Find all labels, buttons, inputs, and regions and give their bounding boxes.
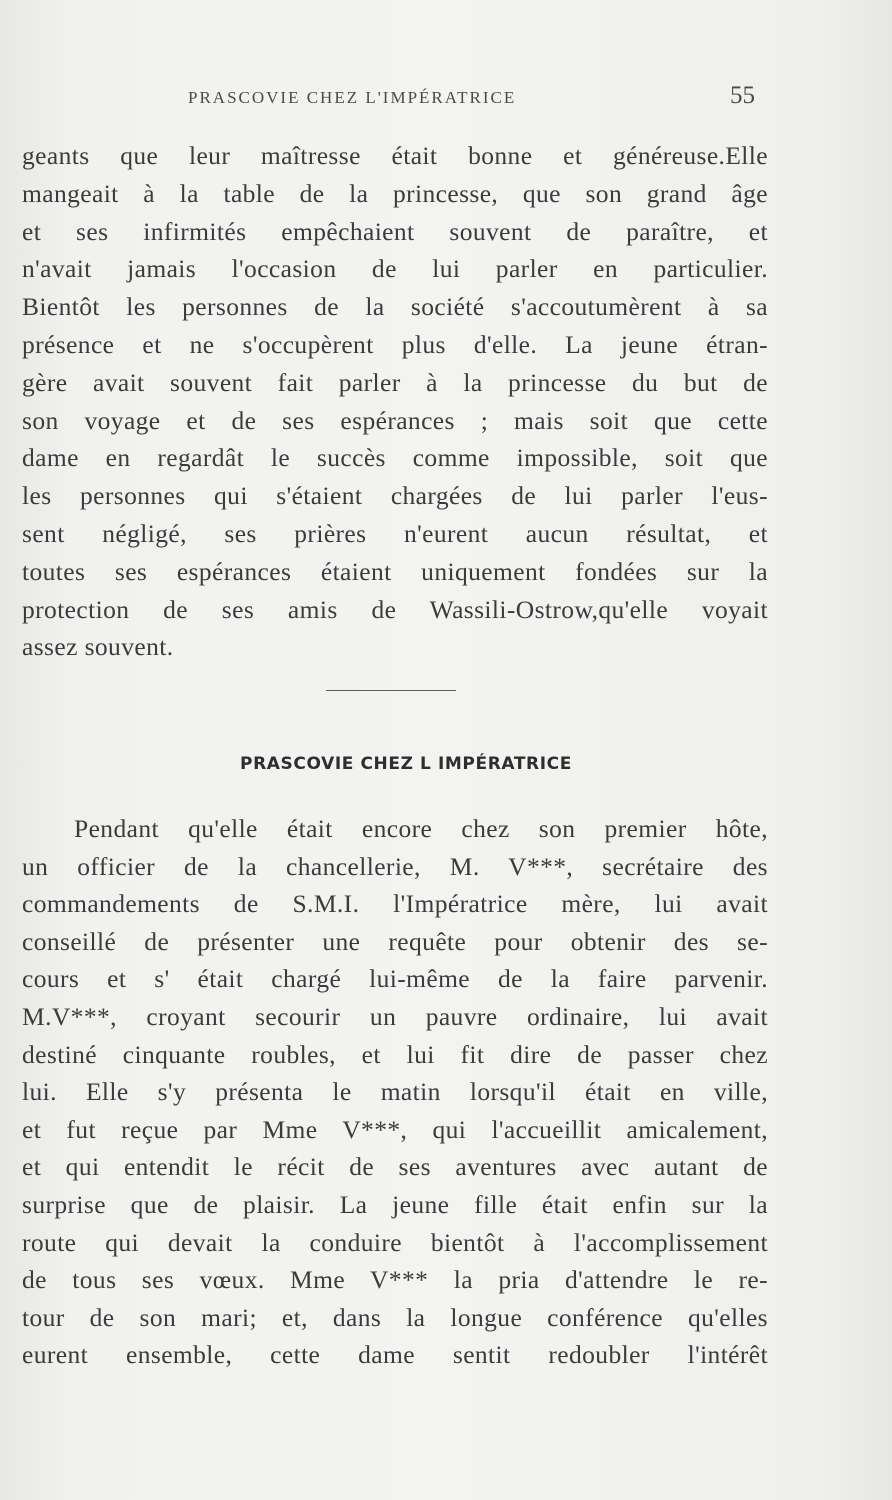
text-line: assez souvent. xyxy=(22,632,174,662)
text-line: surprise que de plaisir. La jeune fille était enfin sur la xyxy=(22,1189,768,1219)
text-line: geants que leur maîtresse était bonne et généreuse.Elle xyxy=(22,141,768,170)
text-line: sent négligé, ses prières n'eurent aucun résultat, et xyxy=(22,518,768,548)
text-line: M.V***, croyant secourir un pauvre ordinaire, lui avait xyxy=(22,1001,768,1031)
text-line: conseillé de présenter une requête pour obtenir des se- xyxy=(22,926,768,956)
text-line: toutes ses espérances étaient uniquement fondées sur la xyxy=(22,556,768,586)
text-line: un officier de la chancellerie, M. V***, secrétaire des xyxy=(22,851,768,881)
text-line: Pendant qu'elle était encore chez son premier hôte, xyxy=(74,814,768,843)
running-header xyxy=(0,82,892,118)
text-line: destiné cinquante roubles, et lui fit dire de passer chez xyxy=(22,1039,768,1069)
text-line: commandements de S.M.I. l'Impératrice mère, lui avait xyxy=(22,889,768,919)
text-line: son voyage et de ses espérances ; mais soit que cette xyxy=(22,405,768,435)
text-line: protection de ses amis de Wassili-Ostrow,qu'elle voyait xyxy=(22,594,768,624)
text-line: route qui devait la conduire bientôt à l'accomplissement xyxy=(22,1227,768,1257)
section-title: PRASCOVIE CHEZ L IMPÉRATRICE xyxy=(240,754,572,774)
text-line: cours et s' était chargé lui-même de la faire parvenir. xyxy=(22,964,768,994)
text-line: et fut reçue par Mme V***, qui l'accueillit amicalement, xyxy=(22,1114,768,1144)
text-line: les personnes qui s'étaient chargées de lui parler l'eus- xyxy=(22,481,768,511)
text-line: et ses infirmités empêchaient souvent de paraître, et xyxy=(22,216,768,246)
text-line: lui. Elle s'y présenta le matin lorsqu'il était en ville, xyxy=(22,1077,768,1107)
page-number: 55 xyxy=(730,82,755,109)
running-title: PRASCOVIE CHEZ L'IMPÉRATRICE xyxy=(188,88,517,107)
text-line: et qui entendit le récit de ses aventures avec autant de xyxy=(22,1152,768,1182)
text-line: dame en regardât le succès comme impossible, soit que xyxy=(22,443,768,473)
text-line: tour de son mari; et, dans la longue conférence qu'elles xyxy=(22,1302,768,1332)
text-line: eurent ensemble, cette dame sentit redoubler l'intérêt xyxy=(22,1340,768,1370)
text-line: présence et ne s'occupèrent plus d'elle. La jeune étran- xyxy=(22,329,768,359)
section-divider xyxy=(326,690,456,691)
text-line: n'avait jamais l'occasion de lui parler en particulier. xyxy=(22,254,768,284)
text-line: gère avait souvent fait parler à la princesse du but de xyxy=(22,367,768,397)
text-line: Bientôt les personnes de la société s'accoutumèrent à sa xyxy=(22,292,768,322)
text-line: mangeait à la table de la princesse, que son grand âge xyxy=(22,178,768,208)
text-line: de tous ses vœux. Mme V*** la pria d'attendre le re- xyxy=(22,1265,768,1295)
paragraph-1 xyxy=(22,137,768,666)
paragraph-2 xyxy=(22,810,768,1374)
